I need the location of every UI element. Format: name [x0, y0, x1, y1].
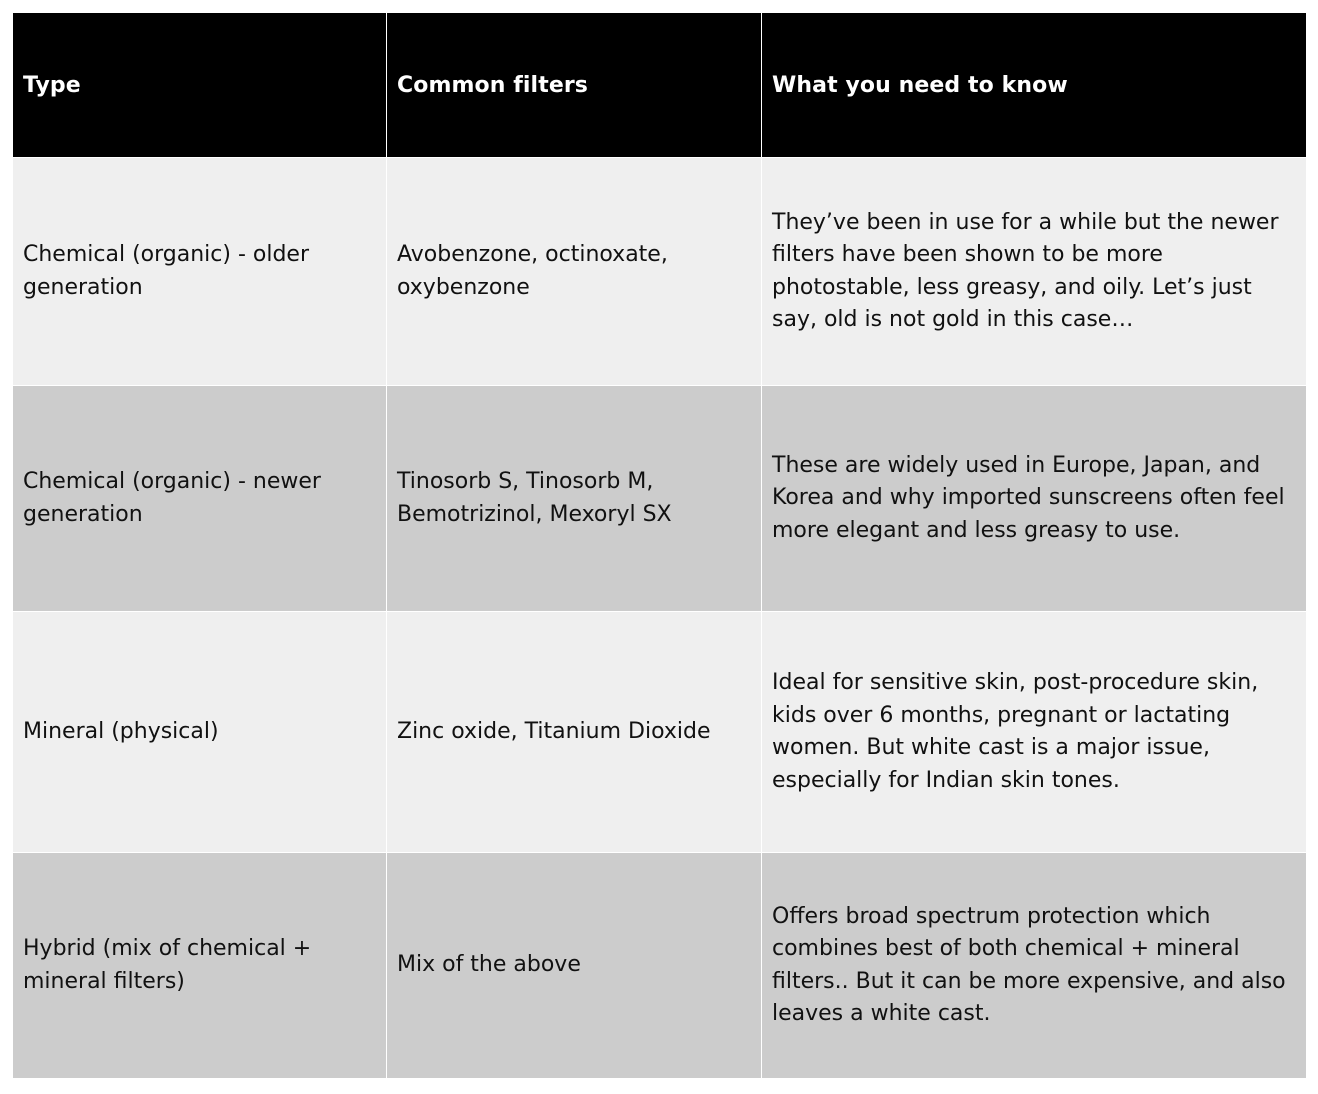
- cell-type: Chemical (organic) - newer generation: [13, 386, 387, 612]
- cell-notes: They’ve been in use for a while but the newer filters have been shown to be more photostable, less greasy, and oily. Let’s just say, old is not gold in this case…: [762, 158, 1307, 386]
- cell-notes: Ideal for sensitive skin, post-procedure skin, kids over 6 months, pregnant or lactating women. But white cast is a major issue, especially for Indian skin tones.: [762, 612, 1307, 853]
- table-row: [13, 386, 1307, 612]
- header-common-filters: Common filters: [387, 13, 762, 158]
- cell-notes: Offers broad spectrum protection which combines best of both chemical + mineral filters.. But it can be more expensive, and also leaves a white cast.: [762, 853, 1307, 1079]
- table-row: [13, 853, 1307, 1079]
- sunscreen-filter-table-container: [12, 12, 1306, 1079]
- cell-filters: Zinc oxide, Titanium Dioxide: [387, 612, 762, 853]
- cell-filters: Tinosorb S, Tinosorb M, Bemotrizinol, Mexoryl SX: [387, 386, 762, 612]
- sunscreen-filter-table: [12, 12, 1307, 1079]
- cell-type: Mineral (physical): [13, 612, 387, 853]
- table-header: [13, 13, 1307, 158]
- cell-filters: Mix of the above: [387, 853, 762, 1079]
- header-type: Type: [13, 13, 387, 158]
- header-what-you-need-to-know: What you need to know: [762, 13, 1307, 158]
- header-row: [13, 13, 1307, 158]
- cell-type: Hybrid (mix of chemical + mineral filters): [13, 853, 387, 1079]
- table-row: [13, 612, 1307, 853]
- cell-filters: Avobenzone, octinoxate, oxybenzone: [387, 158, 762, 386]
- table-row: [13, 158, 1307, 386]
- table-body: [13, 158, 1307, 1079]
- cell-notes: These are widely used in Europe, Japan, and Korea and why imported sunscreens often feel more elegant and less greasy to use.: [762, 386, 1307, 612]
- cell-type: Chemical (organic) - older generation: [13, 158, 387, 386]
